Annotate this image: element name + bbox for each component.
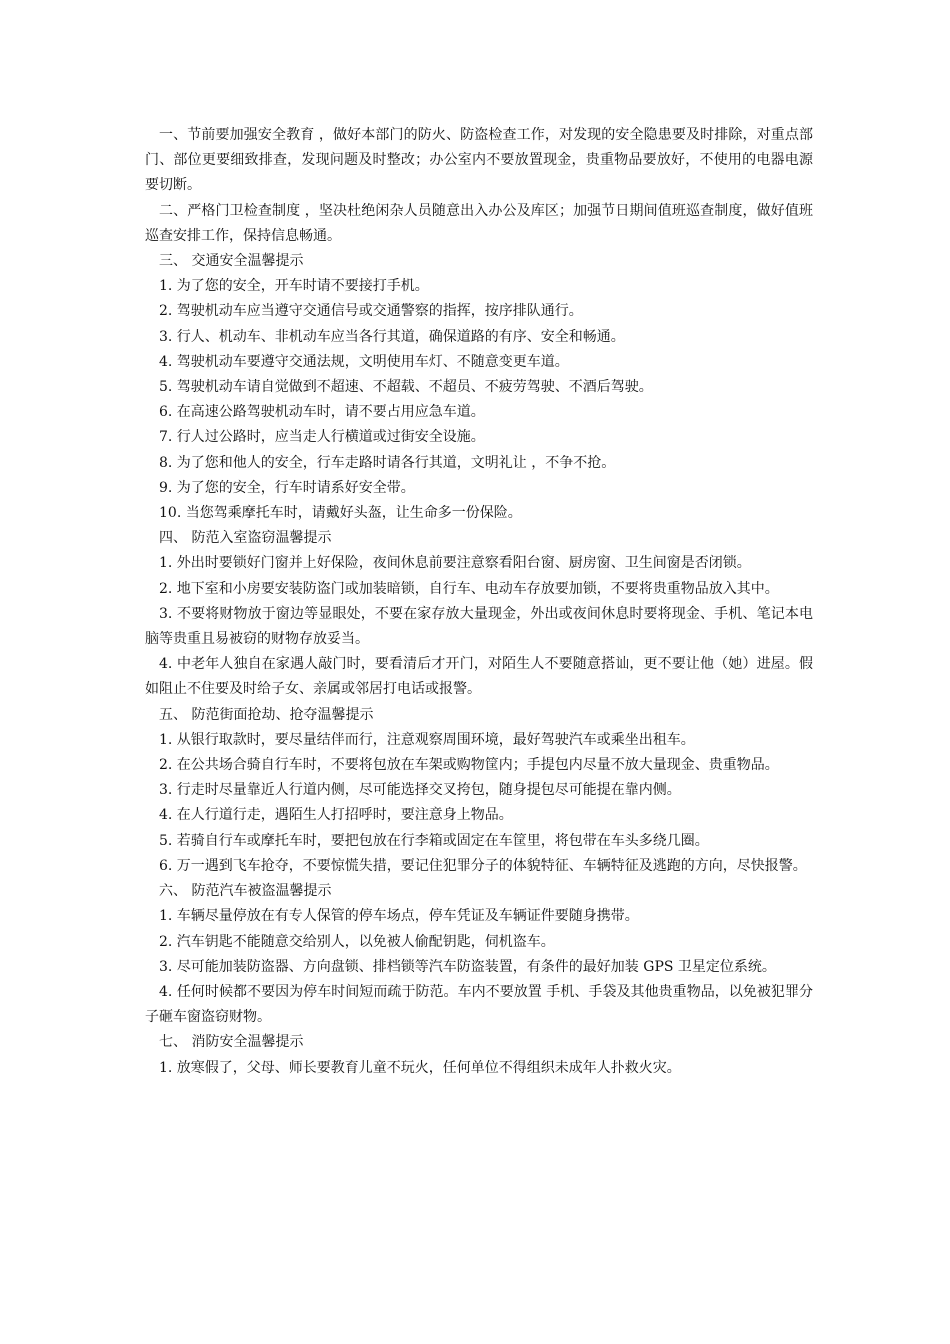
- list-item: 6. 在高速公路驾驶机动车时，请不要占用应急车道。: [159, 404, 485, 421]
- document-body: [145, 123, 813, 1081]
- list-item: 2. 在公共场合骑自行车时，不要将包放在车架或购物筐内；手提包内尽量不放大量现金、贵重物品。: [159, 757, 779, 774]
- list-item: 5. 驾驶机动车请自觉做到不超速、不超载、不超员、不疲劳驾驶、不酒后驾驶。: [159, 379, 653, 396]
- list-item: 1. 从银行取款时，要尽量结伴而行，注意观察周围环境，最好驾驶汽车或乘坐出租车。: [159, 731, 695, 748]
- list-item: 2. 地下室和小房要安装防盗门或加装暗锁，自行车、电动车存放要加锁，不要将贵重物品放入其中。: [159, 580, 779, 597]
- list-item: 3. 行人、机动车、非机动车应当各行其道，确保道路的有序、安全和畅通。: [159, 328, 625, 345]
- section-heading-fire-safety: 七、 消防安全温馨提示: [159, 1034, 304, 1051]
- list-item: 4. 在人行道行走，遇陌生人打招呼时，要注意身上物品。: [159, 807, 513, 824]
- list-item: 5. 若骑自行车或摩托车时，要把包放在行李箱或固定在车筐里，将包带在车头多绕几圈。: [159, 832, 709, 849]
- list-item: 4. 任何时候都不要因为停车时间短而疏于防范。车内不要放置 手机、手袋及其他贵重物品，以免被犯罪分子砸车窗盗窃财物。: [145, 983, 813, 1026]
- list-item: 1. 外出时要锁好门窗并上好保险，夜间休息前要注意察看阳台窗、厨房窗、卫生间窗是否闭锁。: [159, 555, 751, 572]
- list-item: 3. 不要将财物放于窗边等显眼处，不要在家存放大量现金，外出或夜间休息时要将现金、手机、笔记本电脑等贵重且易被窃的财物存放妥当。: [145, 605, 813, 648]
- list-item: 3. 行走时尽量靠近人行道内侧，尽可能选择交叉挎包，随身提包尽可能提在靠内侧。: [159, 782, 681, 799]
- list-item: 6. 万一遇到飞车抢夺，不要惊慌失措，要记住犯罪分子的体貌特征、车辆特征及逃跑的方向，尽快报警。: [159, 857, 807, 874]
- section-heading-burglary: 四、 防范入室盗窃温馨提示: [159, 530, 332, 547]
- list-item: 7. 行人过公路时，应当走人行横道或过街安全设施。: [159, 429, 485, 446]
- list-item: 1. 车辆尽量停放在有专人保管的停车场点，停车凭证及车辆证件要随身携带。: [159, 908, 639, 925]
- paragraph-intro-1: 一、节前要加强安全教育 ，做好本部门的防火、防盗检查工作，对发现的安全隐患要及时排除，对重点部门、部位更要细致排查，发现问题及时整改；办公室内不要放置现金，贵重物品要放好，不使用的电器电源要切断。: [145, 127, 813, 194]
- section-heading-robbery: 五、 防范街面抢劫、抢夺温馨提示: [159, 706, 374, 723]
- list-item: 1. 放寒假了，父母、师长要教育儿童不玩火，任何单位不得组织未成年人扑救火灾。: [159, 1059, 681, 1076]
- section-heading-traffic: 三、 交通安全温馨提示: [159, 253, 304, 270]
- list-item: 9. 为了您的安全，行车时请系好安全带。: [159, 479, 415, 496]
- list-item: 10. 当您驾乘摩托车时，请戴好头盔，让生命多一份保险。: [159, 505, 522, 522]
- list-item: 3. 尽可能加装防盗器、方向盘锁、排档锁等汽车防盗装置，有条件的最好加装 GPS 卫星定位系统。: [159, 958, 776, 975]
- list-item: 8. 为了您和他人的安全，行车走路时请各行其道，文明礼让 ，不争不抢。: [159, 454, 616, 471]
- list-item: 4. 中老年人独自在家遇人敲门时，要看清后才开门，对陌生人不要随意搭讪，更不要让他（她）进屋。假如阻止不住要及时给子女、亲属或邻居打电话或报警。: [145, 656, 813, 698]
- paragraph-intro-2: 二、严格门卫检查制度 ，坚决杜绝闲杂人员随意出入办公及库区；加强节日期间值班巡查制度，做好值班巡查安排工作，保持信息畅通。: [145, 202, 813, 244]
- list-item: 1. 为了您的安全，开车时请不要接打手机。: [159, 278, 429, 295]
- list-item: 2. 驾驶机动车应当遵守交通信号或交通警察的指挥，按序排队通行。: [159, 303, 583, 320]
- list-item: 2. 汽车钥匙不能随意交给别人，以免被人偷配钥匙，伺机盗车。: [159, 933, 555, 950]
- list-item: 4. 驾驶机动车要遵守交通法规，文明使用车灯、不随意变更车道。: [159, 353, 569, 370]
- section-heading-car-theft: 六、 防范汽车被盗温馨提示: [159, 883, 332, 900]
